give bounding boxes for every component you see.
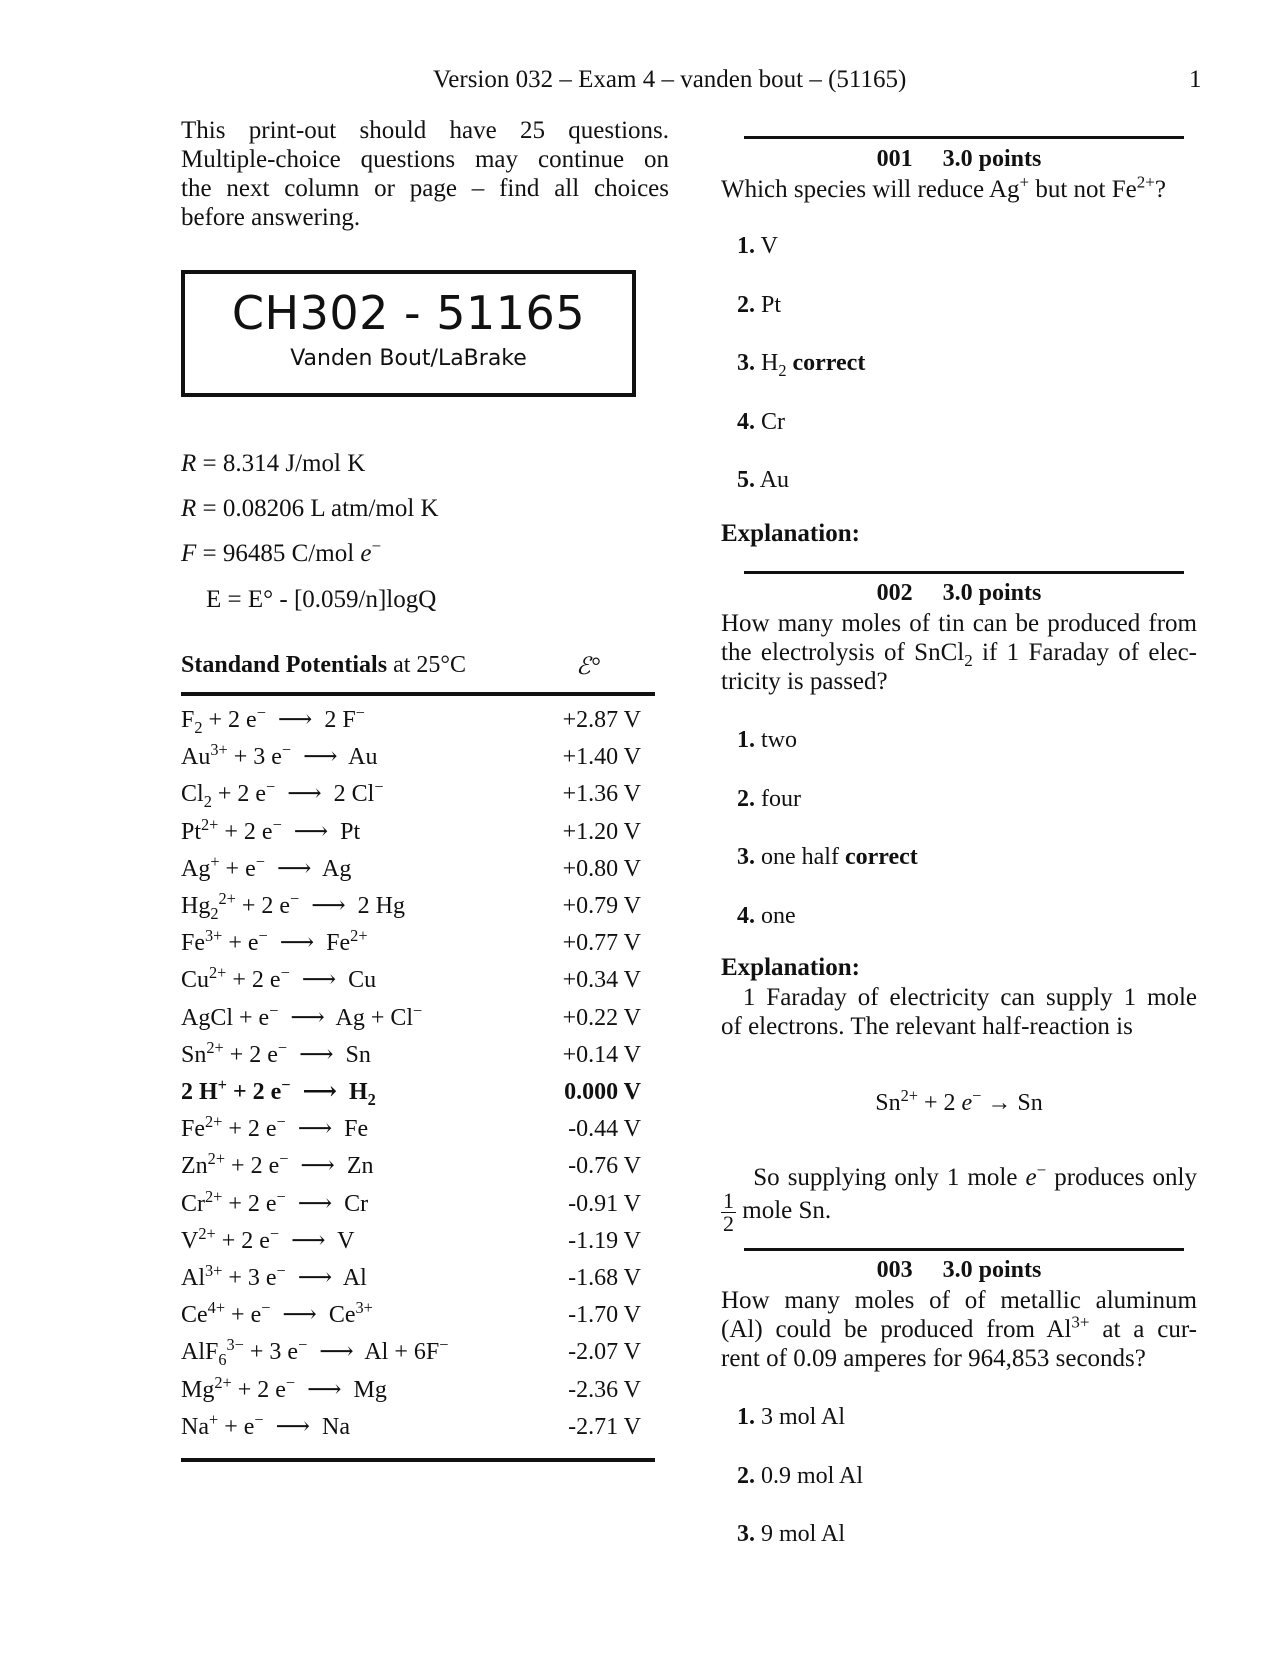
- constant-r-joules: [181, 450, 365, 478]
- answer-option[interactable]: [737, 292, 781, 319]
- question-rule: [744, 1248, 1184, 1251]
- half-reaction: $Fe^{3+} + e^-$ ⟶ $Fe^{2+}$: [181, 926, 368, 957]
- option-number: 2.: [737, 291, 755, 318]
- question-points: 3.0 points: [942, 580, 1042, 606]
- half-reaction-equation: $Sn^{2+} + 2$ e− → Sn: [875, 1086, 1043, 1116]
- question-number: 002: [876, 580, 913, 606]
- option-text: Cr: [761, 408, 785, 435]
- standard-potential: +0.79 V: [562, 893, 641, 919]
- question-line: How many moles of tin can be produced from: [721, 610, 1197, 637]
- potential-row: [181, 1297, 641, 1334]
- explanation-line: 1 Faraday of electricity can supply 1 mole: [721, 984, 1197, 1011]
- course-instructors: Vanden Bout/LaBrake: [290, 346, 527, 371]
- standard-potential: +0.22 V: [562, 1004, 641, 1031]
- answer-option[interactable]: [737, 786, 801, 813]
- option-number: 1.: [737, 233, 755, 259]
- option-text: one half correct: [761, 844, 918, 870]
- standard-potential: +0.14 V: [562, 1041, 641, 1068]
- question-header-001: [721, 146, 1197, 173]
- standard-potential: +0.80 V: [562, 855, 641, 882]
- standard-potential: +0.34 V: [562, 967, 641, 994]
- question-text-003: [721, 1286, 1197, 1373]
- exam-title: Version 032 – Exam 4 – vanden bout – (51165): [433, 66, 907, 93]
- option-number: 3.: [737, 844, 755, 870]
- answer-option[interactable]: [737, 1463, 863, 1490]
- explanation-line: mole Sn.: [742, 1197, 832, 1225]
- question-text: Which species will reduce Ag+ but not $Fe^{2+}$?: [721, 172, 1166, 203]
- question-points: 3.0 points: [942, 1257, 1042, 1283]
- intro-line: Multiple-choice questions may continue on: [181, 146, 669, 173]
- potential-row: [181, 1074, 641, 1111]
- question-rule: [744, 136, 1184, 139]
- question-line: How many moles of of metallic aluminum: [721, 1287, 1197, 1314]
- half-reaction: $V^{2+} + 2$ e− ⟶ V: [181, 1223, 355, 1254]
- option-text: V: [760, 233, 778, 259]
- potential-row: [181, 925, 641, 962]
- question-points: 3.0 points: [942, 146, 1042, 172]
- option-number: 5.: [737, 467, 755, 493]
- half-reaction: $Ce^{4+} + e^-$ ⟶ $Ce^{3+}$: [181, 1298, 373, 1329]
- option-number: 1.: [737, 1404, 755, 1430]
- potential-row: [181, 1223, 641, 1260]
- standard-potential: -0.91 V: [568, 1190, 641, 1217]
- potentials-temp: at 25°C: [387, 652, 466, 678]
- explanation-fraction-line: [721, 1190, 831, 1235]
- option-text: $H_2$ correct: [761, 350, 866, 380]
- option-text: Pt: [761, 291, 782, 318]
- course-box: [181, 270, 636, 397]
- potential-row: [181, 1148, 641, 1185]
- answer-option[interactable]: [737, 467, 789, 494]
- potential-row: [181, 739, 641, 776]
- page-number: 1: [1189, 66, 1202, 93]
- potential-column-header: ℰ°: [576, 654, 601, 680]
- question-line: (Al) could be produced from $Al^{3+}$ at a cur-: [721, 1312, 1197, 1343]
- half-reaction: AlF$_6^{3-}$ + 3 e− ⟶ Al + 6F−: [181, 1335, 449, 1370]
- constant-value: = 8.314 J/mol K: [196, 450, 366, 477]
- potential-row: [181, 1409, 641, 1446]
- option-number: 3.: [737, 1521, 755, 1547]
- half-reaction: $Cu^{2+} + 2$ e− ⟶ Cu: [181, 963, 377, 994]
- standard-potential: -0.44 V: [568, 1116, 641, 1143]
- potential-row: [181, 1334, 641, 1371]
- potential-row: [181, 1186, 641, 1223]
- question-number: 001: [876, 146, 913, 172]
- question-header-002: [721, 580, 1197, 607]
- potential-row: [181, 851, 641, 888]
- standard-potential: 0.000 V: [564, 1079, 641, 1105]
- half-reaction: $F_2 + 2$ e− ⟶ 2 F−: [181, 703, 365, 737]
- option-text: 9 mol Al: [761, 1521, 846, 1547]
- answer-option[interactable]: [737, 844, 918, 871]
- standard-potential: -2.07 V: [568, 1339, 641, 1366]
- constant-faraday: F = 96485 C/mol e−: [181, 536, 382, 567]
- standard-potential: +1.40 V: [562, 744, 641, 771]
- explanation-text: [721, 983, 1197, 1041]
- half-reaction: 2 H+ + 2 e− ⟶ $H_2$: [181, 1075, 376, 1109]
- potential-row: [181, 814, 641, 851]
- option-number: 4.: [737, 408, 755, 435]
- potential-row: [181, 1037, 641, 1074]
- constant-r-atm: [181, 495, 439, 523]
- nernst-equation: E = E° - [0.059/n]logQ: [206, 586, 437, 613]
- standard-potential: +1.36 V: [562, 781, 641, 808]
- electron-symbol: e: [360, 540, 372, 567]
- option-text: 0.9 mol Al: [761, 1462, 864, 1489]
- option-text: Au: [759, 467, 790, 493]
- intro-line: before answering.: [181, 204, 361, 231]
- potential-row: [181, 702, 641, 739]
- potentials-title: Standand Potentials: [181, 652, 388, 678]
- option-text: four: [761, 785, 801, 812]
- option-number: 2.: [737, 1462, 755, 1489]
- intro-paragraph: [181, 116, 669, 232]
- standard-potential: -0.76 V: [568, 1153, 641, 1180]
- constant-symbol: R: [181, 495, 197, 522]
- option-number: 1.: [737, 727, 755, 753]
- standard-potential: +2.87 V: [562, 707, 641, 733]
- question-line: tricity is passed?: [721, 668, 888, 695]
- potential-row: [181, 1000, 641, 1037]
- half-reaction: Ag+ + e− ⟶ Ag: [181, 851, 352, 882]
- question-text-002: [721, 609, 1197, 696]
- standard-potential: -1.70 V: [568, 1302, 641, 1329]
- question-text-001: [721, 172, 1197, 204]
- option-number: 2.: [737, 785, 755, 812]
- explanation-label: Explanation:: [721, 954, 860, 981]
- option-text: two: [761, 727, 797, 753]
- constant-value: = 96485 C/mol: [196, 540, 361, 567]
- half-reaction: $Zn^{2+} + 2$ e− ⟶ Zn: [181, 1149, 374, 1180]
- standard-potential: +0.77 V: [562, 930, 641, 957]
- half-reaction: $Fe^{2+} + 2$ e− ⟶ Fe: [181, 1112, 369, 1143]
- explanation-line: So supplying only 1 mole e− produces only: [721, 1160, 1197, 1191]
- half-reaction: $Al^{3+} + 3$ e− ⟶ Al: [181, 1261, 367, 1291]
- answer-option[interactable]: [737, 233, 778, 260]
- question-line: the electrolysis of SnCl$_2$ if 1 Faraday of elec-: [721, 639, 1197, 670]
- potential-row: [181, 776, 641, 813]
- question-header-003: [721, 1257, 1197, 1284]
- potential-row: [181, 888, 641, 925]
- half-reaction: Na+ + e− ⟶ Na: [181, 1409, 350, 1440]
- constant-value: = 0.08206 L atm/mol K: [196, 495, 439, 522]
- answer-option[interactable]: [737, 727, 797, 754]
- intro-line: the next column or page – find all choices: [181, 175, 669, 202]
- question-line: rent of 0.09 amperes for 964,853 seconds?: [721, 1345, 1146, 1372]
- half-reaction: $Pt^{2+} + 2$ e− ⟶ Pt: [181, 814, 361, 845]
- half-reaction: $Hg_2^{2+} + 2$ e− ⟶ 2 Hg: [181, 889, 405, 923]
- answer-option[interactable]: [737, 903, 796, 930]
- explanation-label: Explanation:: [721, 520, 860, 547]
- question-rule: [744, 571, 1184, 574]
- answer-option[interactable]: [737, 1521, 845, 1548]
- potential-row: [181, 1111, 641, 1148]
- half-reaction: AgCl + e− ⟶ Ag + Cl−: [181, 1000, 423, 1031]
- answer-option[interactable]: [737, 409, 785, 436]
- half-reaction: $Cl_2 + 2$ e− ⟶ 2 Cl−: [181, 777, 384, 812]
- table-top-rule: [181, 692, 655, 696]
- constant-symbol: F: [181, 540, 197, 567]
- answer-option[interactable]: [737, 1404, 845, 1431]
- standard-potential: -2.36 V: [568, 1376, 641, 1403]
- potential-row: [181, 962, 641, 999]
- standard-potential: +1.20 V: [562, 818, 641, 845]
- explanation-conclusion: [721, 1160, 1197, 1192]
- intro-line: This print-out should have 25 questions.: [181, 117, 669, 144]
- question-number: 003: [876, 1257, 913, 1283]
- half-reaction: $Cr^{2+} + 2$ e− ⟶ Cr: [181, 1186, 369, 1217]
- standard-potential: -1.19 V: [568, 1227, 641, 1254]
- option-number: 3.: [737, 350, 755, 376]
- half-reaction: $Au^{3+} + 3$ e− ⟶ Au: [181, 740, 378, 771]
- option-number: 4.: [737, 902, 755, 929]
- half-reaction: $Mg^{2+} + 2$ e− ⟶ Mg: [181, 1372, 387, 1403]
- fraction: $\frac{1}{2}$: [723, 1188, 734, 1236]
- answer-option[interactable]: [737, 350, 866, 380]
- potentials-table-header: [181, 652, 655, 679]
- course-code: CH302 - 51165: [231, 286, 586, 340]
- option-text: one: [761, 902, 796, 929]
- half-reaction: $Sn^{2+} + 2$ e− ⟶ Sn: [181, 1037, 371, 1068]
- table-bottom-rule: [181, 1458, 655, 1462]
- potential-row: [181, 1372, 641, 1409]
- standard-potential: -2.71 V: [568, 1413, 641, 1440]
- option-text: 3 mol Al: [761, 1404, 846, 1430]
- standard-potential: -1.68 V: [568, 1265, 641, 1291]
- potential-row: [181, 1260, 641, 1297]
- explanation-line: of electrons. The relevant half-reaction is: [721, 1013, 1133, 1040]
- constant-symbol: R: [181, 450, 197, 477]
